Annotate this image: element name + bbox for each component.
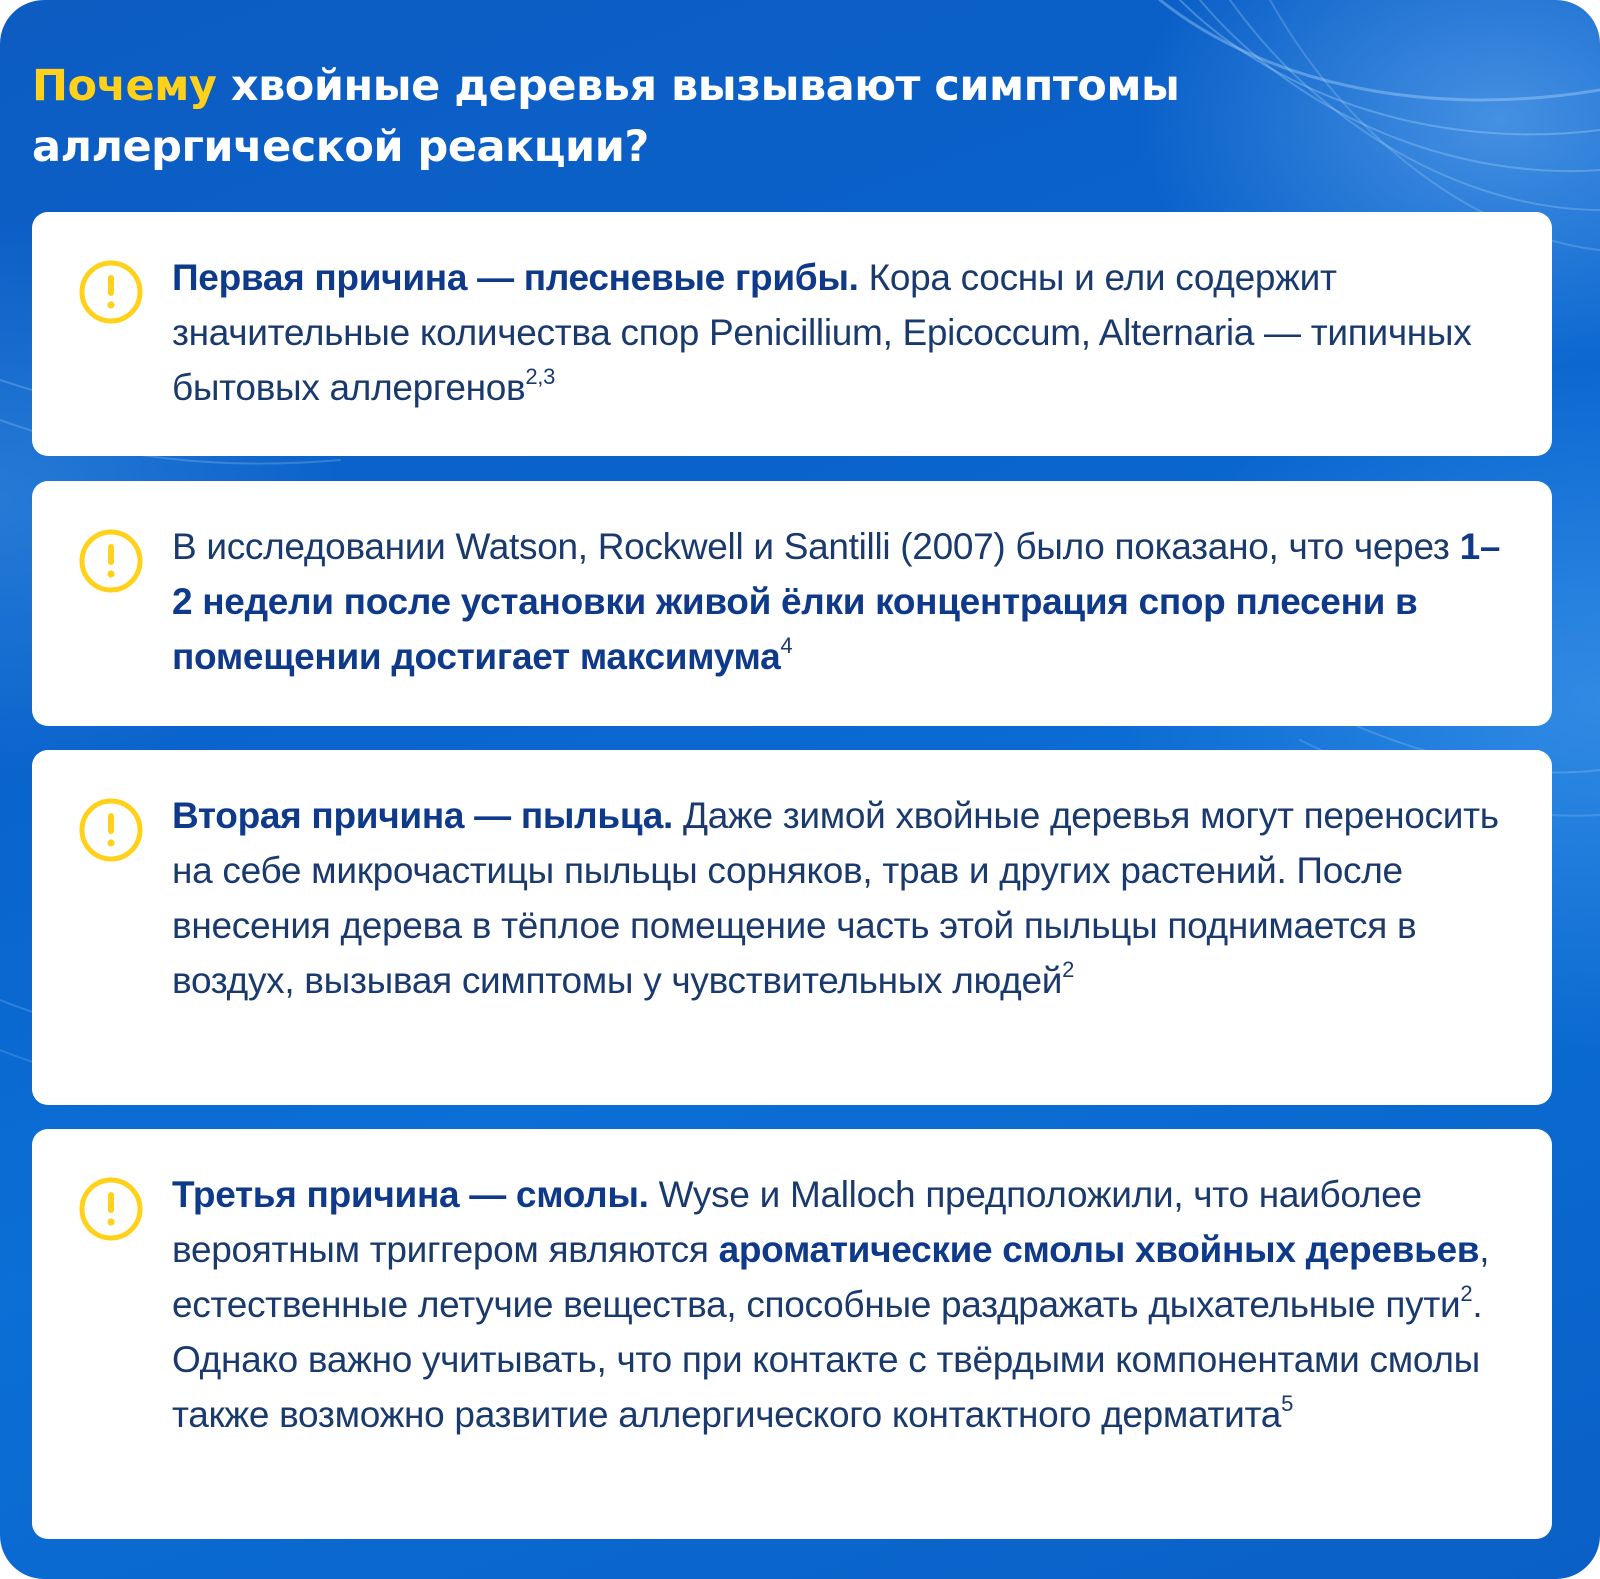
card-heading: Вторая причина — пыльца. bbox=[172, 795, 673, 836]
exclamation-circle-icon bbox=[78, 528, 144, 594]
card-body: , естественные летучие вещества, способные раздражать дыхательные пути bbox=[172, 1229, 1490, 1325]
exclamation-circle-icon bbox=[78, 797, 144, 863]
info-card-study bbox=[32, 481, 1552, 726]
info-card-resins bbox=[32, 1129, 1552, 1539]
footnote-ref: 2 bbox=[1062, 957, 1075, 982]
footnote-ref: 4 bbox=[780, 633, 793, 658]
card-text bbox=[172, 250, 1512, 415]
card-body: Wyse и Malloch предположили, что наиболее вероятным триггером являются bbox=[172, 1174, 1422, 1270]
card-text bbox=[172, 788, 1512, 1008]
card-text bbox=[172, 1167, 1512, 1442]
exclamation-circle-icon bbox=[78, 259, 144, 325]
card-body: Даже зимой хвойные деревья могут переносить на себе микрочастицы пыльцы сорняков, трав и других растений. После внесения дерева в тёплое помещение часть этой пыльцы поднимается в воздух, вызывая симптомы у чувствительных людей bbox=[172, 795, 1499, 1001]
card-highlight: 1–2 недели после установки живой ёлки концентрация спор плесени в помещении достигает максимума bbox=[172, 526, 1501, 677]
card-heading: Первая причина — плесневые грибы. bbox=[172, 257, 859, 298]
page-title bbox=[32, 56, 1182, 178]
footnote-ref: 5 bbox=[1281, 1391, 1293, 1416]
footnote-ref: 2,3 bbox=[525, 364, 556, 389]
info-card-pollen bbox=[32, 750, 1552, 1105]
info-card-mold bbox=[32, 212, 1552, 456]
card-body: В исследовании Watson, Rockwell и Santilli (2007) было показано, что через bbox=[172, 526, 1460, 567]
footnote-ref: 2 bbox=[1460, 1281, 1473, 1306]
card-heading: Третья причина — смолы. bbox=[172, 1174, 649, 1215]
card-text bbox=[172, 519, 1512, 684]
title-accent: Почему bbox=[32, 61, 217, 111]
exclamation-circle-icon bbox=[78, 1176, 144, 1242]
card-body: Кора сосны и ели содержит значительные количества спор Penicillium, Epicoccum, Alternaria — типичных бытовых аллергенов bbox=[172, 257, 1472, 408]
card-body: . Однако важно учитывать, что при контакте с твёрдыми компонентами смолы также возможно развитие аллергического контактного дерматита bbox=[172, 1284, 1483, 1435]
title-rest: хвойные деревья вызывают симптомы аллергической реакции? bbox=[32, 61, 1180, 172]
card-highlight: ароматические смолы хвойных деревьев bbox=[718, 1229, 1480, 1270]
